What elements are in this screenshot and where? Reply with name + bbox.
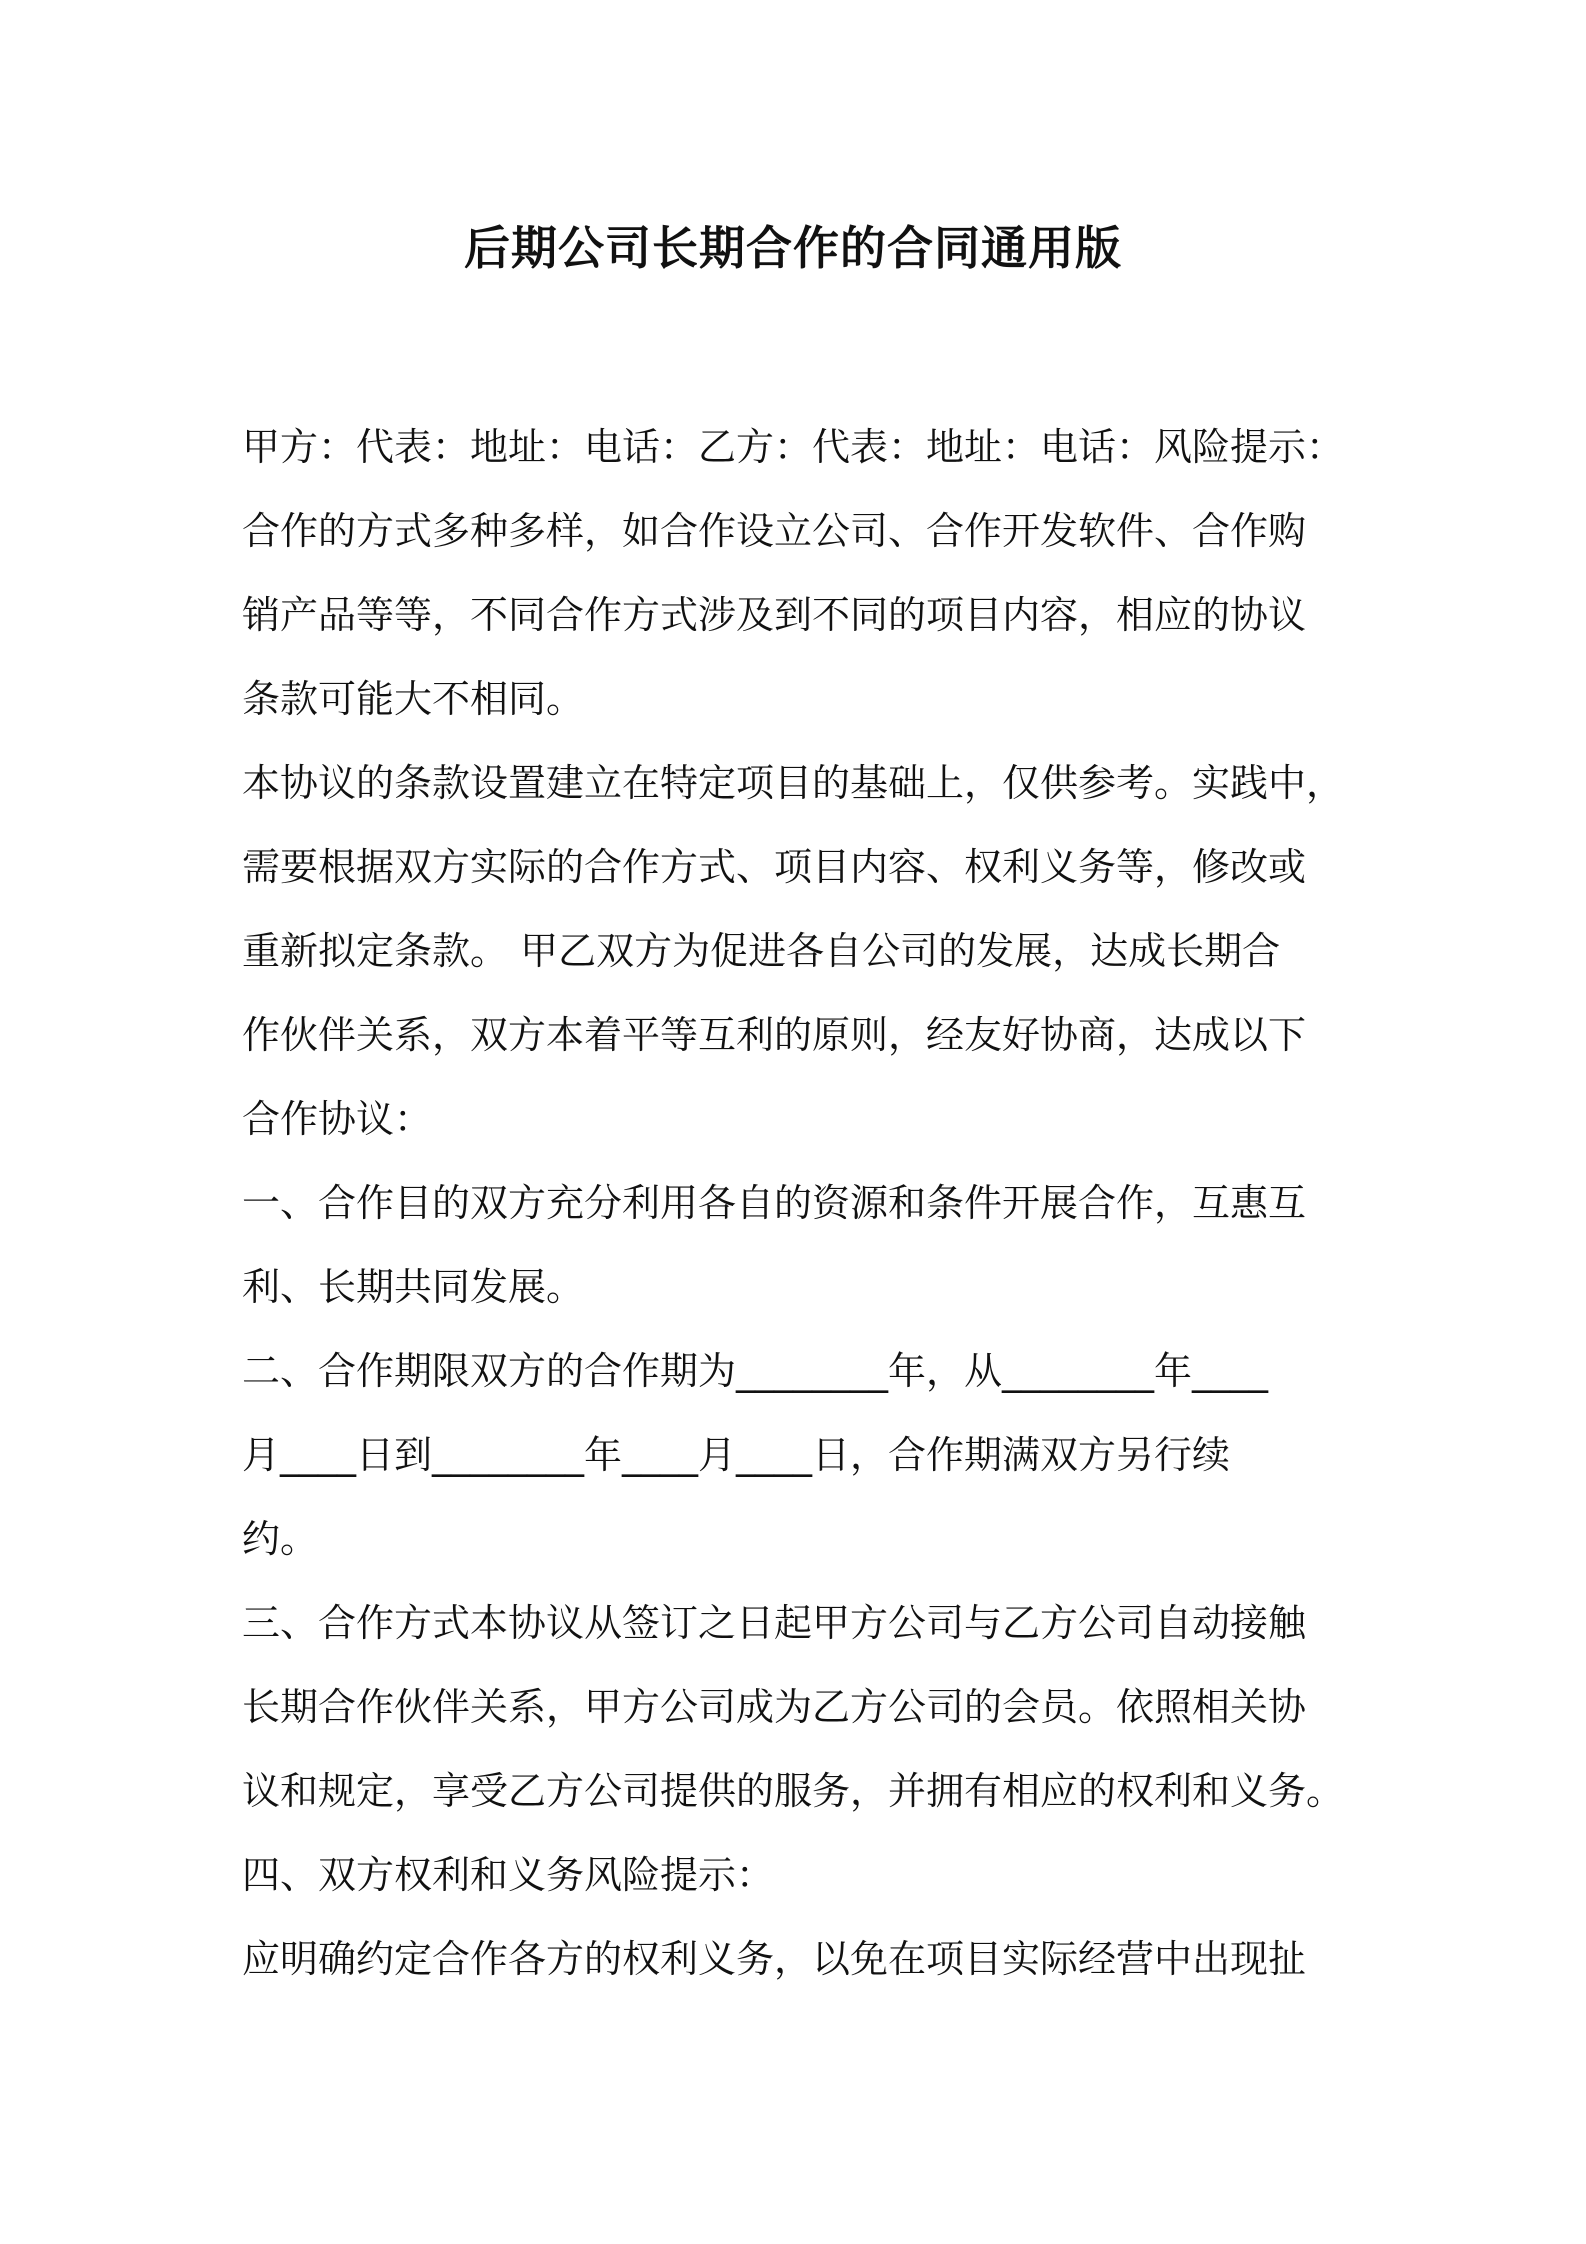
text-line: 月____日到________年____月____日，合作期满双方另行续 [242, 1433, 1231, 1477]
text-line: 销产品等等，不同合作方式涉及到不同的项目内容，相应的协议 [242, 593, 1307, 637]
text-line: 合作的方式多种多样，如合作设立公司、合作开发软件、合作购 [242, 509, 1307, 553]
text-line: 合作协议： [242, 1097, 433, 1141]
text-line: 条款可能大不相同。 [242, 677, 585, 721]
text-line: 长期合作伙伴关系，甲方公司成为乙方公司的会员。依照相关协 [242, 1685, 1307, 1729]
text-line: 应明确约定合作各方的权利义务，以免在项目实际经营中出现扯 [242, 1937, 1307, 1981]
text-line: 二、合作期限双方的合作期为________年，从________年____ [242, 1349, 1269, 1393]
document-body [242, 405, 1356, 2001]
text-line: 甲方：代表：地址：电话：乙方：代表：地址：电话：风险提示： [242, 425, 1345, 469]
text-line: 需要根据双方实际的合作方式、项目内容、权利义务等，修改或 [242, 845, 1307, 889]
text-line: 三、合作方式本协议从签订之日起甲方公司与乙方公司自动接触 [242, 1601, 1307, 1645]
document-title: 后期公司长期合作的合同通用版 [464, 221, 1122, 275]
text-line: 本协议的条款设置建立在特定项目的基础上，仅供参考。实践中， [242, 761, 1345, 805]
text-line: 议和规定，享受乙方公司提供的服务，并拥有相应的权利和义务。 [242, 1769, 1345, 1813]
text-line: 四、双方权利和义务风险提示： [242, 1853, 775, 1897]
text-line: 利、长期共同发展。 [242, 1265, 585, 1309]
text-line: 重新拟定条款。 甲乙双方为促进各自公司的发展，达成长期合 [242, 929, 1281, 973]
text-line: 作伙伴关系，双方本着平等互利的原则，经友好协商，达成以下 [242, 1013, 1307, 1057]
text-line: 一、合作目的双方充分利用各自的资源和条件开展合作，互惠互 [242, 1181, 1307, 1225]
text-line: 约。 [242, 1517, 319, 1561]
